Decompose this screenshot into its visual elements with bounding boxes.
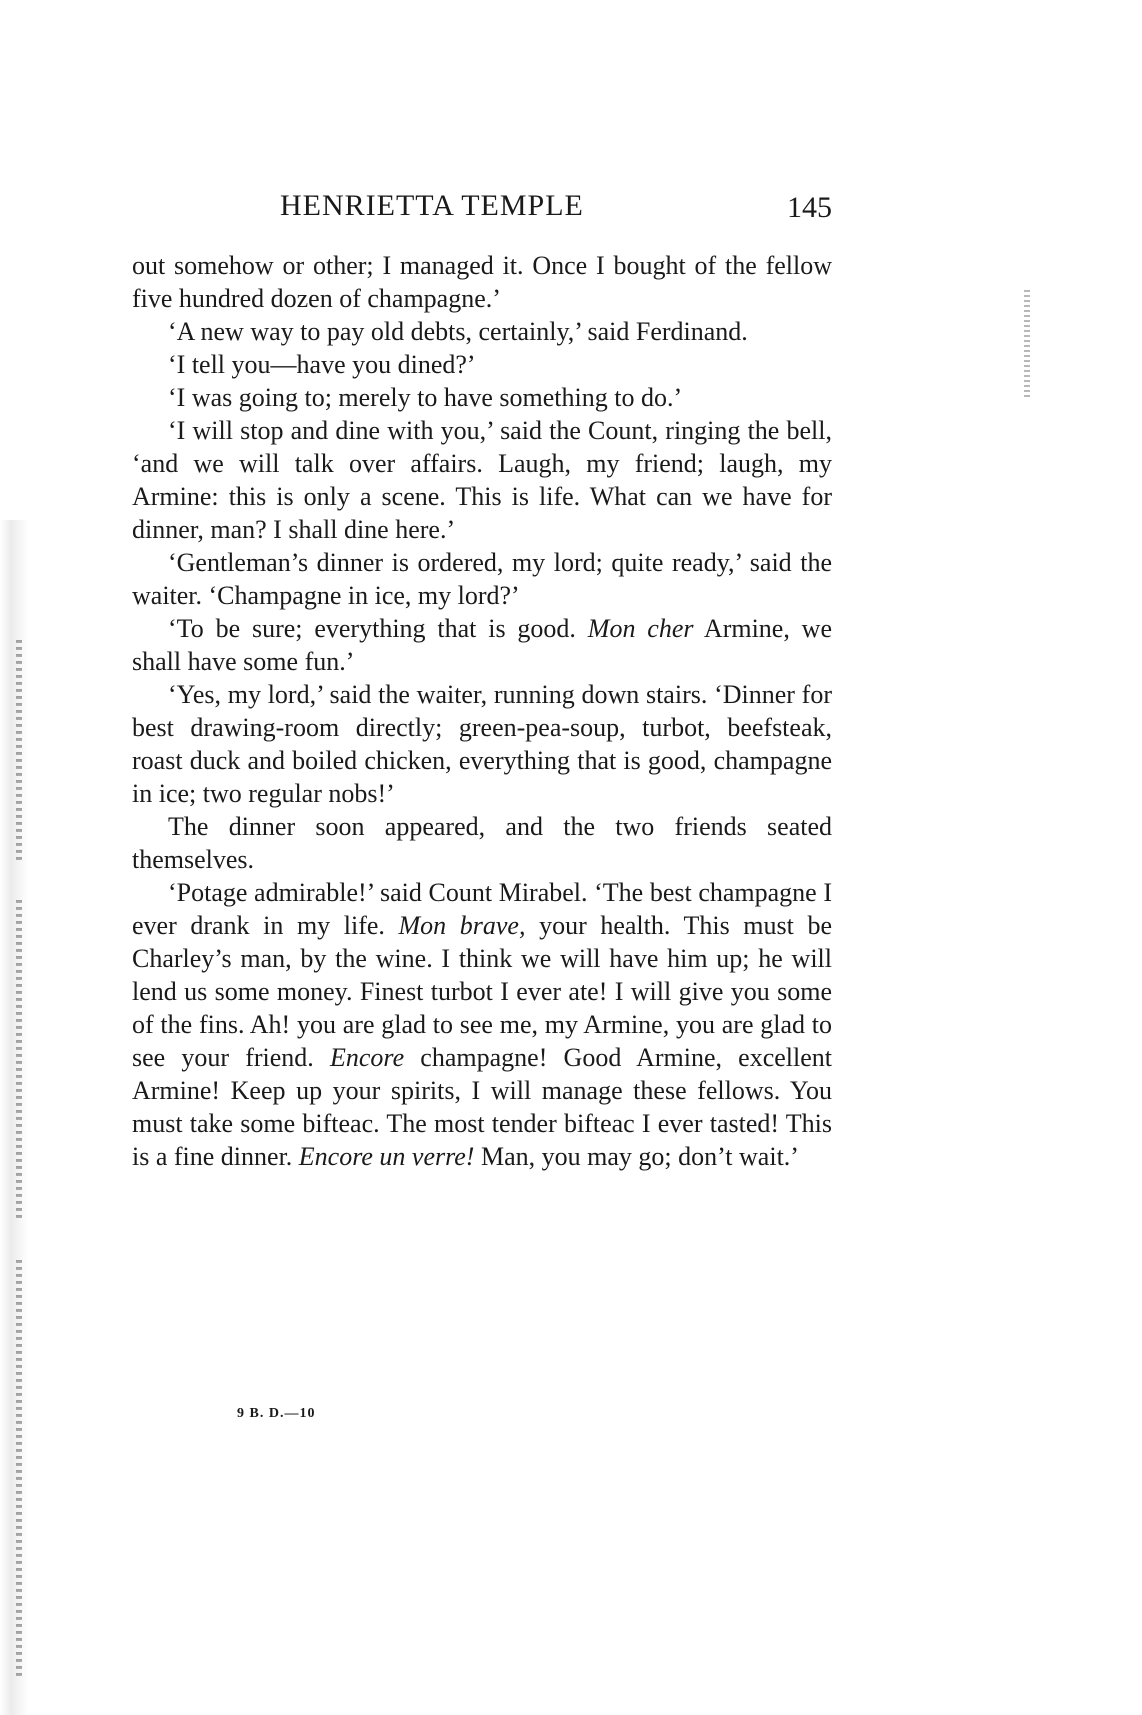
binding-shadow <box>0 520 28 1715</box>
paragraph: ‘Gentleman’s dinner is ordered, my lord; quite ready,’ said the waiter. ‘Champagne in ice, my lord?’ <box>132 548 832 610</box>
margin-speckle <box>1024 290 1030 400</box>
body-text <box>132 249 832 1173</box>
page-number: 145 <box>787 191 832 224</box>
paragraph: ‘Potage admirable!’ said Count Mirabel. ‘The best champagne I ever drank in my life. Mon brave, your health. This must be Charley’s man, by the wine. I think we will have him up; he will lend us some money. Finest turbot I ever ate! I will give you some of the fins. Ah! you are glad to see me, my Armine, you are glad to see your friend. Encore champagne! Good Armine, excellent Armine! Keep up your spirits, I will manage these fellows. You must take some bifteac. The most tender bifteac I ever tasted! This is a fine dinner. Encore un verre! Man, you may go; don’t wait.’ <box>132 878 833 1171</box>
paragraph: ‘I was going to; merely to have something to do.’ <box>168 383 683 412</box>
paragraph: ‘A new way to pay old debts, certainly,’ said Ferdinand. <box>168 317 748 346</box>
binding-speckle <box>16 1260 22 1680</box>
binding-speckle <box>16 640 22 860</box>
printer-signature: 9 B. D.—10 <box>237 1406 316 1421</box>
paragraph: out somehow or other; I managed it. Once I bought of the fellow five hundred dozen of champagne.’ <box>132 251 832 313</box>
paragraph: ‘To be sure; everything that is good. Mon cher Armine, we shall have some fun.’ <box>132 614 833 676</box>
binding-speckle <box>16 900 22 1220</box>
page-header <box>130 186 832 226</box>
running-title: HENRIETTA TEMPLE <box>280 189 584 222</box>
paragraph: ‘I will stop and dine with you,’ said the Count, ringing the bell, ‘and we will talk over affairs. Laugh, my friend; laugh, my Armine: this is only a scene. This is life. What can we have for dinner, man? I shall dine here.’ <box>132 416 832 544</box>
paragraph: The dinner soon appeared, and the two friends seated themselves. <box>132 812 832 874</box>
paragraph: ‘I tell you—have you dined?’ <box>168 350 476 379</box>
paragraph: ‘Yes, my lord,’ said the waiter, running down stairs. ‘Dinner for best drawing-room directly; green-pea-soup, turbot, beefsteak, roast duck and boiled chicken, everything that is good, champagne in ice; two regular nobs!’ <box>132 680 832 808</box>
